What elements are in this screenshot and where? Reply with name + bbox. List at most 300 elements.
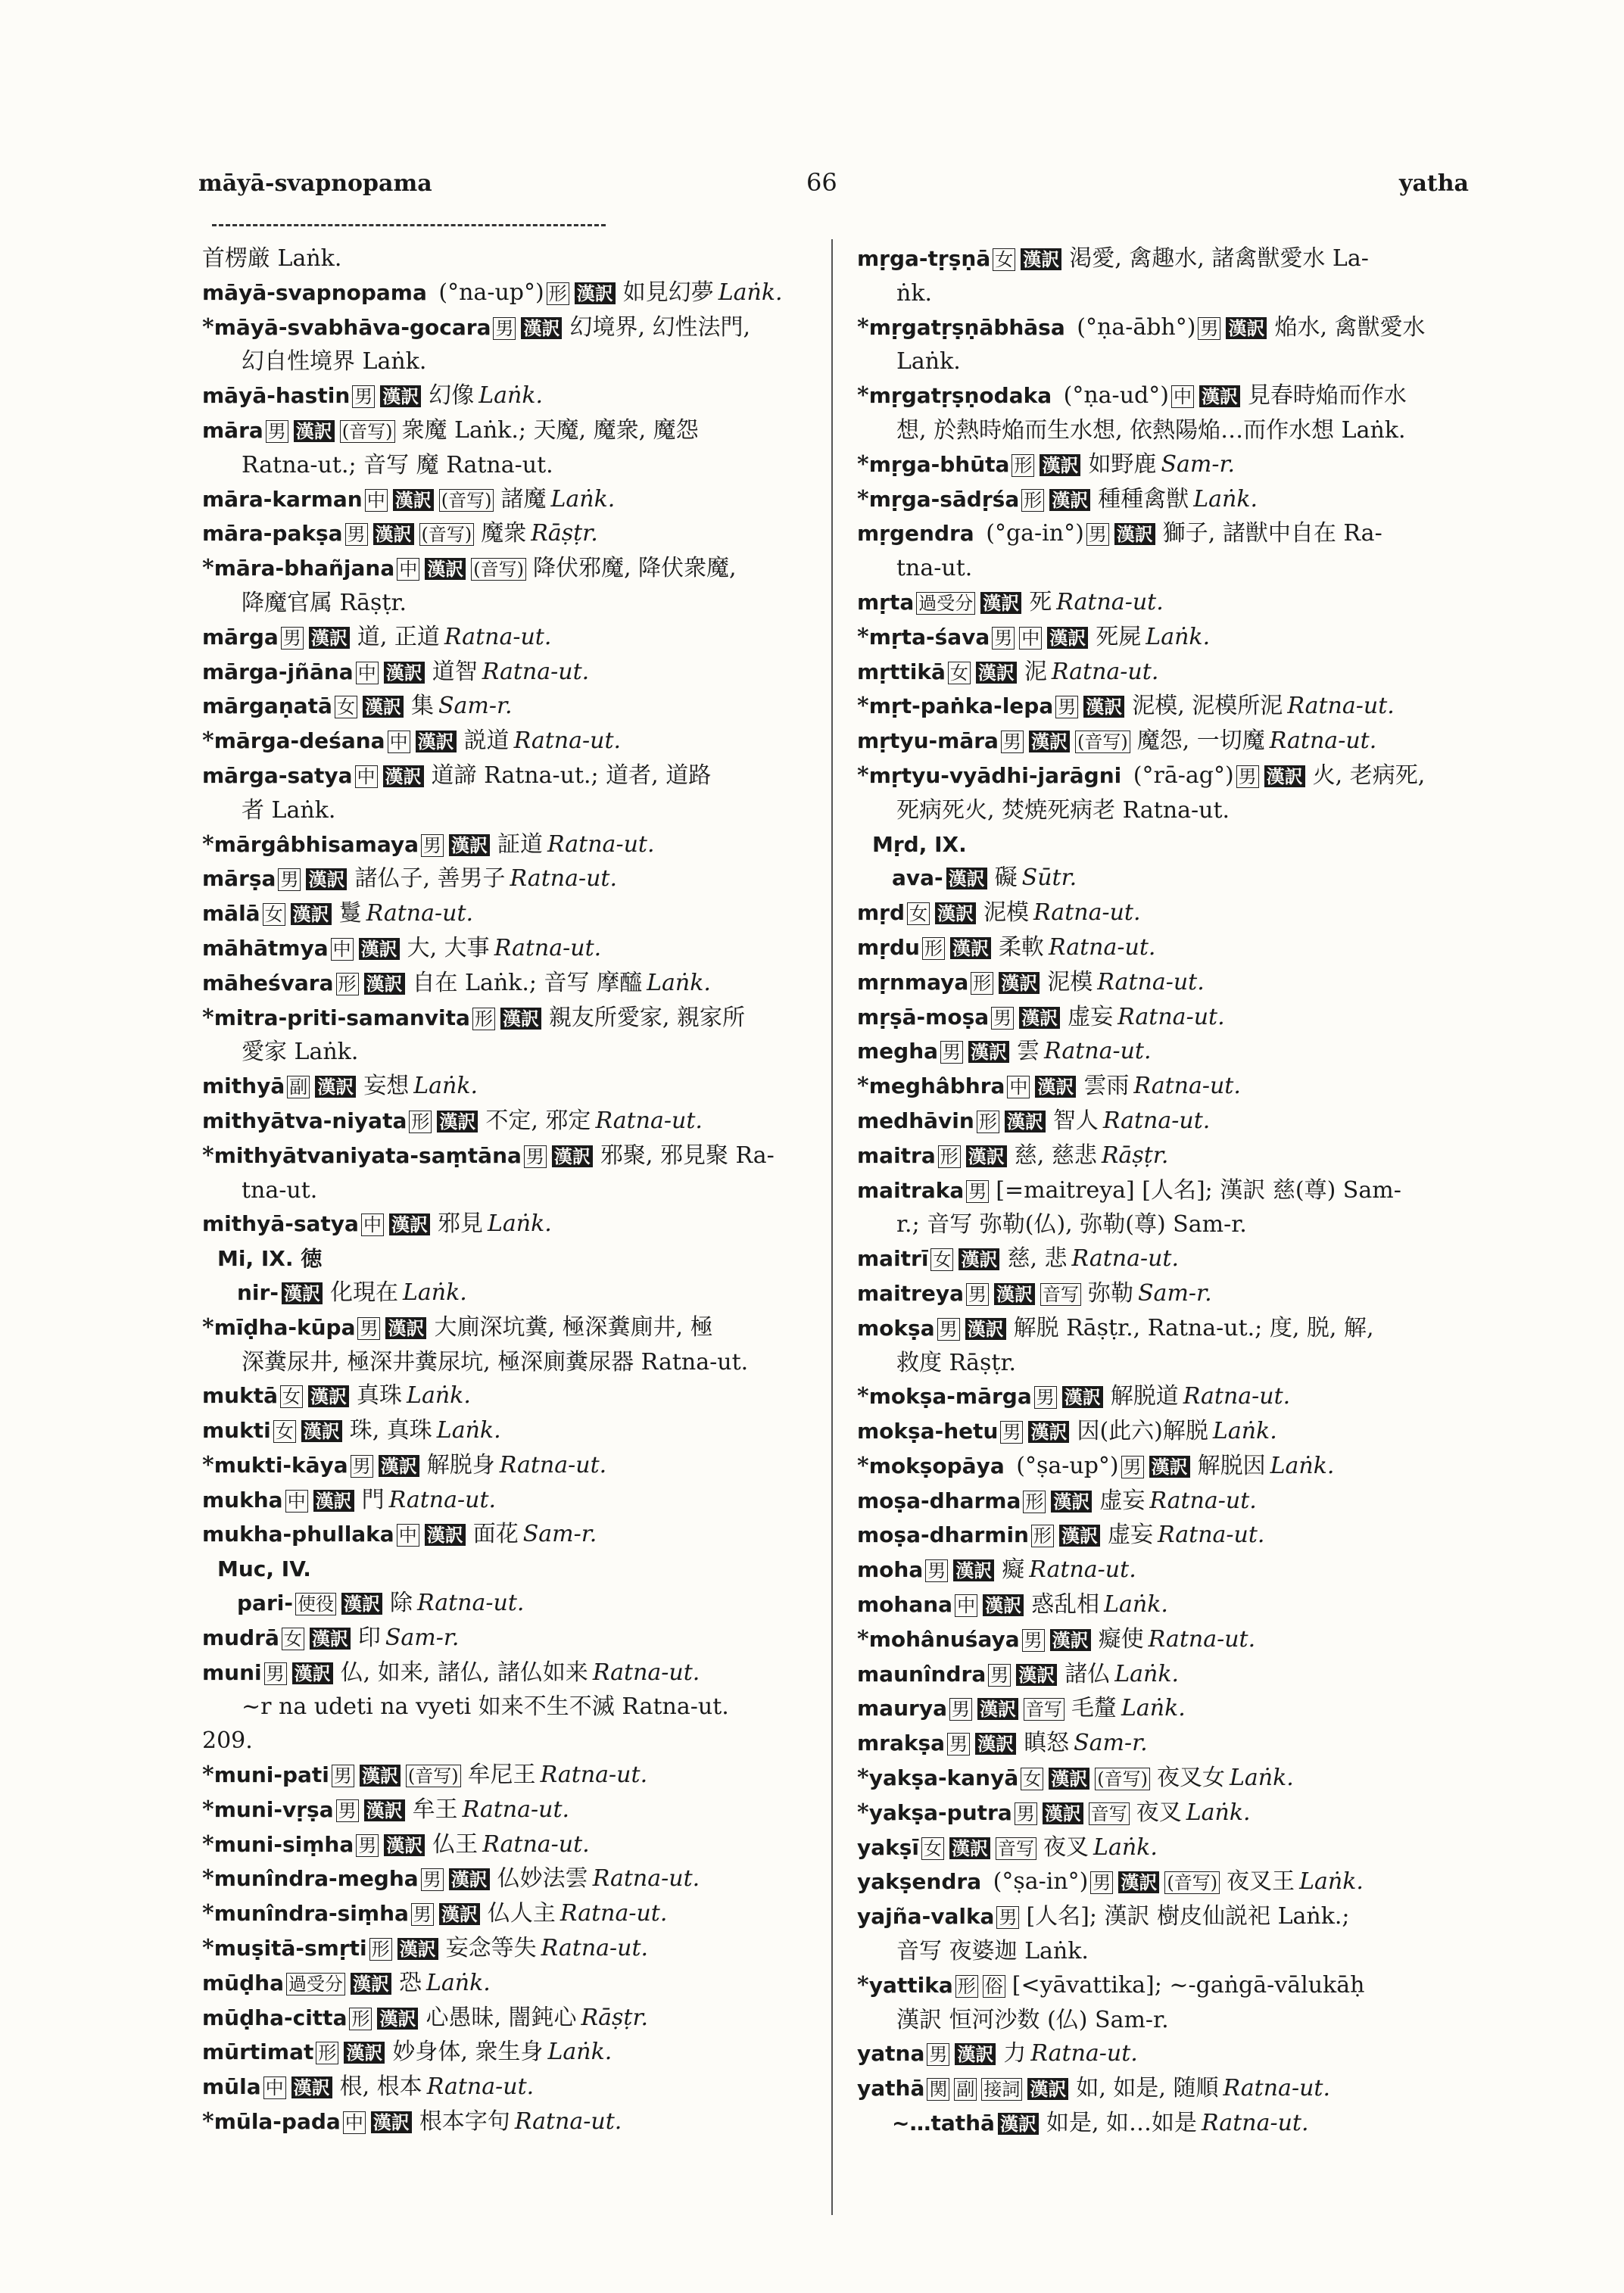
gloss: 説道 (463, 727, 510, 755)
grammar-tag: 女 (335, 696, 357, 718)
headword: māra-bhañjana (214, 556, 395, 581)
entry-continuation: tna-ut. (896, 555, 973, 582)
grammar-tag: 男 (996, 1906, 1019, 1929)
source-ref: Ratna-ut. (547, 830, 655, 858)
gloss: 除 (389, 1590, 413, 1617)
headword: ava- (892, 865, 943, 891)
headword: mūrtimat (202, 2039, 314, 2065)
source-ref: Ratna-ut. (462, 1796, 570, 1823)
gloss: 力 (1003, 2040, 1027, 2067)
gloss: 根本字句 (419, 2108, 510, 2136)
dictionary-entry (193, 1311, 844, 1380)
text-line: 209. (202, 1728, 253, 1755)
grammar-tag: 関 (927, 2078, 949, 2101)
gloss: 自在 Laṅk.; 音写 摩醯 (412, 969, 643, 996)
grammar-tag: 男 (992, 627, 1015, 650)
source-ref: Ratna-ut. (388, 1486, 497, 1513)
grammar-tag: 女 (993, 248, 1015, 271)
grammar-tag: 中 (356, 662, 379, 684)
headword: mṛtyu-māra (857, 728, 999, 754)
headword: mūla (202, 2074, 261, 2100)
dictionary-entry (848, 621, 1499, 656)
source-ref: Ratna-ut. (1223, 2075, 1330, 2102)
headword: mārga-jñāna (202, 659, 354, 684)
gloss: 牟尼王 (467, 1762, 536, 1789)
dictionary-entry (193, 1002, 844, 1070)
translation-tag: 漢訳 (371, 2111, 412, 2133)
translation-tag: 漢訳 (965, 1318, 1006, 1340)
headword: mṛga-sādṛśa (868, 486, 1020, 512)
translation-tag: 漢訳 (383, 765, 424, 787)
headword: mukha-phullaka (202, 1522, 394, 1547)
source-ref: Ratna-ut. (1097, 968, 1205, 995)
gloss: 集 (410, 693, 434, 720)
entry-continuation: Ratna-ut.; 音写 魔 Ratna-ut. (242, 451, 553, 478)
headword: yathā (857, 2076, 925, 2101)
headword: mārgâbhisamaya (214, 831, 419, 857)
gloss: 真珠 (357, 1382, 403, 1410)
headword: mṛta-śava (868, 624, 990, 650)
headword: mṛgatṛṣṇodaka (868, 383, 1052, 409)
dictionary-entry (848, 448, 1499, 483)
dictionary-entry (848, 1035, 1499, 1070)
headword: mohânuśaya (868, 1626, 1020, 1652)
headword: munîndra-megha (214, 1866, 419, 1892)
dictionary-entry (193, 1484, 844, 1519)
headword: māyā-svabhāva-gocara (214, 314, 491, 340)
grammar-tag: 形 (977, 1111, 999, 1133)
source-ref: Ratna-ut. (510, 865, 618, 893)
translation-tag: 漢訳 (575, 282, 616, 304)
headword: mithyā-satya (202, 1211, 359, 1237)
grammar-tag: 男 (356, 1834, 379, 1857)
dictionary-entry (193, 1967, 844, 2002)
translation-tag: 漢訳 (1083, 696, 1124, 718)
headword: megha (857, 1039, 939, 1064)
source-ref: Ratna-ut. (482, 658, 590, 685)
translation-tag: 漢訳 (341, 1593, 382, 1615)
translation-tag: 漢訳 (363, 696, 404, 718)
source-ref: Ratna-ut. (1102, 1107, 1211, 1134)
gloss: 火, 老病死, (1312, 762, 1426, 789)
translation-tag: 漢訳 (1035, 1076, 1076, 1098)
headword: mṛtyu-vyādhi-jarāgni (868, 762, 1122, 788)
headword: mṛnmaya (857, 969, 969, 995)
grammar-tag: 男 (278, 868, 301, 891)
sandhi-note: (°ga-in°) (978, 520, 1084, 547)
entry-continuation: r.; 音写 弥勒(仏), 弥勒(尊) Sam-r. (896, 1211, 1247, 1238)
headword: maurya (857, 1696, 947, 1721)
dictionary-entry (193, 517, 844, 552)
source-ref: Ratna-ut. (1029, 1556, 1136, 1584)
source-ref: Sam-r. (385, 1624, 460, 1651)
source-ref: Ratna-ut. (513, 727, 622, 755)
translation-tag: 漢訳 (1047, 627, 1088, 649)
source-ref: Laṅk. (407, 1382, 471, 1410)
grammar-tag: 使役 (295, 1593, 336, 1615)
new-entry-mark: * (857, 1971, 869, 1999)
grammar-tag: 女 (263, 903, 285, 926)
dictionary-entry (848, 1519, 1499, 1553)
grammar-tag: 中 (355, 765, 378, 788)
grammar-tag: 形 (472, 1008, 495, 1030)
dictionary-entry (848, 1380, 1499, 1415)
translation-tag: 漢訳 (950, 937, 991, 959)
gloss: 仏, 如来, 諸仏, 諸仏如来 (340, 1659, 588, 1686)
headword: mukti-kāya (214, 1452, 348, 1478)
source-ref: Laṅk. (1186, 1799, 1251, 1826)
dictionary-entry (848, 1727, 1499, 1762)
dictionary-entry (193, 1414, 844, 1449)
entry-continuation: 音写 夜婆迦 Laṅk. (896, 1938, 1089, 1965)
source-ref: Rāṣṭr. (1101, 1142, 1169, 1169)
gloss: [<yāvattika]; ~-gaṅgā-vālukāḥ (1011, 1971, 1365, 1999)
translation-tag: 漢訳 (308, 1385, 349, 1407)
translation-tag: 漢訳 (955, 2043, 996, 2065)
headword: mārga-satya (202, 762, 353, 788)
dictionary-entry (193, 1622, 844, 1656)
grammar-tag: 男 (345, 523, 368, 546)
dictionary-entry (193, 1518, 844, 1553)
headword: mārgaṇatā (202, 693, 332, 719)
entry-continuation: tna-ut. (242, 1176, 318, 1204)
dictionary-entry (848, 966, 1499, 1001)
translation-tag: 漢訳 (1114, 523, 1155, 545)
headword: māra (202, 417, 263, 443)
source-ref: Laṅk. (550, 485, 616, 512)
source-ref: Ratna-ut. (541, 1935, 649, 1962)
grammar-tag: 男 (1090, 1871, 1113, 1894)
gloss: 道, 正道 (357, 623, 440, 650)
headword: maunîndra (857, 1661, 987, 1687)
translation-tag: 漢訳 (980, 592, 1021, 614)
source-ref: Laṅk. (1104, 1591, 1168, 1618)
source-ref: Ratna-ut. (366, 900, 474, 927)
headword: mūla-pada (214, 2109, 341, 2135)
sandhi-note: (°ṣa-up°) (1008, 1452, 1119, 1479)
translation-tag: 漢訳 (999, 972, 1040, 994)
sandhi-note: (°ṣa-in°) (986, 1868, 1089, 1896)
headword: yakṣī (857, 1834, 920, 1860)
new-entry-mark: * (202, 1935, 214, 1962)
dictionary-entry (848, 2072, 1499, 2107)
gloss: 魔衆 (481, 520, 527, 547)
dictionary-entry (193, 1862, 844, 1897)
new-entry-mark: * (857, 623, 869, 650)
dictionary-entry (848, 242, 1499, 311)
translation-tag: 漢訳 (1049, 1768, 1089, 1790)
headword: mṛttikā (857, 659, 946, 684)
headword: ~…tathā (892, 2111, 995, 2136)
translation-tag: 漢訳 (385, 1317, 426, 1339)
translation-tag: 漢訳 (439, 1903, 480, 1925)
dictionary-entry (848, 931, 1499, 966)
gloss: 虚妄 (1068, 1003, 1114, 1030)
source-ref: Laṅk. (413, 1073, 478, 1100)
grammar-tag: 俗 (983, 1975, 1005, 1998)
gloss: 夜叉王 (1227, 1868, 1295, 1896)
headword: mṛd (857, 900, 906, 926)
translation-tag: 漢訳 (1043, 1802, 1083, 1824)
source-ref: Laṅk. (478, 382, 544, 410)
grammar-tag: 副 (287, 1076, 310, 1098)
gloss: 邪聚, 邪見聚 Ra- (600, 1142, 775, 1169)
grammar-tag: 中 (397, 1524, 419, 1547)
gloss: 礙 (994, 865, 1018, 892)
grammar-tag: 中 (1171, 385, 1194, 408)
dictionary-entry (848, 1415, 1499, 1450)
left-column (193, 242, 844, 2140)
gloss: 幻像 (429, 382, 475, 410)
entry-continuation: Laṅk. (896, 348, 961, 375)
grammar-tag: 音写 (1040, 1283, 1081, 1306)
grammar-tag: 男 (991, 1007, 1014, 1030)
headword: mukti (202, 1418, 271, 1444)
source-ref: Laṅk. (1121, 1695, 1186, 1722)
translation-tag: 漢訳 (1049, 489, 1090, 511)
grammar-tag: 形 (955, 1975, 978, 1998)
gloss: 如野鹿 (1088, 450, 1157, 478)
translation-tag: 漢訳 (1062, 1386, 1103, 1408)
headword: mṛga-tṛṣṇā (857, 246, 991, 271)
entry-continuation: 救度 Rāṣṭr. (896, 1349, 1017, 1376)
grammar-tag: 男 (1236, 765, 1259, 788)
dictionary-entry (193, 1139, 844, 1208)
translation-tag: 漢訳 (291, 903, 332, 925)
translation-tag: 漢訳 (966, 1145, 1007, 1167)
new-entry-mark: * (202, 313, 214, 341)
headword: mokṣopāya (868, 1453, 1005, 1478)
source-ref: Laṅk. (1270, 1452, 1335, 1479)
grammar-tag: 中 (331, 938, 354, 961)
grammar-tag: 男 (927, 2043, 949, 2066)
grammar-tag: 形 (1021, 489, 1044, 512)
dictionary-entry (193, 414, 844, 483)
dictionary-entry (848, 1312, 1499, 1381)
grammar-tag: 音写 (996, 1837, 1036, 1860)
new-entry-mark: * (202, 1313, 214, 1341)
source-ref: Laṅk. (1146, 623, 1211, 650)
headword: mrakṣa (857, 1731, 946, 1756)
dictionary-entry (848, 1450, 1499, 1485)
grammar-tag: (音写) (1095, 1768, 1150, 1790)
dictionary-entry (193, 1104, 844, 1139)
gloss: 心愚昧, 闇鈍心 (425, 2004, 577, 2031)
dictionary-entry (193, 2036, 844, 2070)
gloss: 諸魔 (500, 485, 547, 512)
translation-tag: 漢訳 (377, 2008, 418, 2030)
translation-tag: 漢訳 (1059, 1525, 1100, 1547)
grammar-tag: 中 (365, 489, 388, 512)
source-ref: Sam-r. (1074, 1730, 1148, 1757)
source-ref: Sam-r. (1138, 1279, 1212, 1307)
source-ref: Ratna-ut. (1044, 1038, 1152, 1065)
headword: mudrā (202, 1625, 279, 1650)
translation-tag: 漢訳 (309, 627, 350, 649)
headword: mṛgendra (857, 521, 974, 547)
new-entry-mark: * (202, 1451, 214, 1478)
grammar-tag: 男 (925, 1559, 948, 1582)
source-ref: Sūtr. (1021, 865, 1077, 892)
gloss: 雲 (1017, 1038, 1040, 1065)
source-ref: Ratna-ut. (1287, 693, 1395, 720)
source-ref: Laṅk. (1229, 1765, 1294, 1792)
sub-entry (193, 1276, 844, 1311)
dictionary-entry (848, 1070, 1499, 1104)
grammar-tag: 形 (316, 2042, 338, 2064)
grammar-tag: 形 (1031, 1525, 1054, 1547)
dictionary-entry (848, 896, 1499, 931)
entry-continuation: 想, 於熱時焔而生水想, 依熱陽焔…而作水想 Laṅk. (896, 416, 1406, 444)
translation-tag: 漢訳 (282, 1282, 323, 1304)
dictionary-entry (848, 1104, 1499, 1139)
gloss: 妄念等失 (445, 1935, 537, 1962)
grammar-tag: 男 (411, 1903, 434, 1926)
gloss: 如見幻夢 (622, 279, 714, 306)
gloss: 渇愛, 禽趣水, 諸禽獣愛水 La- (1069, 245, 1369, 272)
root-verb: Mi, IX. 徳 (217, 1246, 323, 1272)
dictionary-entry (848, 1139, 1499, 1174)
entry-continuation: 漢訳 恒河沙数 (仏) Sam-r. (896, 2006, 1169, 2033)
gloss: 妄想 (363, 1073, 410, 1100)
new-entry-mark: * (857, 1383, 869, 1410)
headword: mālā (202, 901, 260, 927)
headword: nir- (237, 1279, 279, 1305)
headword: mūḍha (202, 1970, 284, 1995)
dictionary-entry (193, 621, 844, 656)
grammar-tag: 形 (1023, 1491, 1046, 1513)
translation-tag: 漢訳 (380, 385, 421, 407)
headword: māyā-svapnopama (202, 279, 427, 305)
headword: mukha (202, 1487, 283, 1513)
grammar-tag: 女 (930, 1248, 953, 1271)
dictionary-entry (848, 1588, 1499, 1623)
gloss: 解脱因 (1197, 1452, 1266, 1479)
translation-tag: 漢訳 (998, 2113, 1039, 2135)
source-ref: Ratna-ut. (499, 1451, 607, 1478)
translation-tag: 漢訳 (364, 1799, 405, 1821)
new-entry-mark: * (857, 693, 869, 720)
source-ref: Laṅk. (425, 1969, 491, 1996)
gloss: 虚妄 (1107, 1522, 1153, 1549)
gloss: 妙身体, 衆生身 (392, 2039, 544, 2066)
entry-continuation: 愛家 Laṅk. (242, 1039, 359, 1066)
dictionary-entry (848, 1001, 1499, 1036)
translation-tag: 漢訳 (301, 1420, 342, 1442)
translation-tag: 漢訳 (313, 1490, 354, 1512)
grammar-tag: 男 (1022, 1629, 1045, 1652)
gloss: 魔怨, 一切魔 (1136, 727, 1265, 755)
gloss: 大廁深坑糞, 極深糞廁井, 極 (434, 1313, 713, 1341)
sandhi-note: (°ṇa-ud°) (1056, 382, 1169, 410)
source-ref: Ratna-ut. (1133, 1073, 1241, 1100)
source-ref: Laṅk. (436, 1417, 501, 1444)
translation-tag: 漢訳 (310, 1628, 351, 1650)
gloss: 諸仏子, 善男子 (354, 865, 506, 893)
gloss: 解脱身 (426, 1451, 495, 1478)
grammar-tag: 男 (1055, 696, 1078, 718)
new-entry-mark: * (202, 830, 214, 858)
entry-continuation: 幻自性境界 Laṅk. (242, 348, 427, 375)
gloss: 鬘 (338, 900, 362, 927)
grammar-tag: 女 (280, 1385, 303, 1408)
gloss: 智人 (1052, 1107, 1099, 1134)
new-entry-mark: * (202, 727, 214, 755)
grammar-tag: 男 (352, 385, 375, 408)
grammar-tag: 男 (1121, 1456, 1144, 1478)
grammar-tag: 中 (1019, 627, 1042, 650)
new-entry-mark: * (202, 1004, 214, 1031)
source-ref: Laṅk. (547, 2039, 613, 2066)
gloss: 解脱道 (1110, 1383, 1179, 1410)
source-ref: Ratna-ut. (1030, 2040, 1138, 2067)
gloss: 大, 大事 (407, 934, 490, 961)
grammar-tag: 男 (966, 1283, 989, 1306)
translation-tag: 漢訳 (949, 1837, 990, 1859)
headword: muṣitā-smṛti (214, 1936, 367, 1961)
gloss: 泥模 (1047, 968, 1093, 995)
source-ref: Sam-r. (438, 693, 513, 720)
running-header-left: māyā-svapnopama (198, 170, 432, 197)
translation-tag: 漢訳 (1118, 1871, 1159, 1893)
gloss: 不定, 邪定 (485, 1107, 591, 1134)
gloss: 如, 如是, 随順 (1076, 2075, 1219, 2102)
source-ref: Ratna-ut. (1048, 933, 1156, 961)
grammar-tag: (音写) (439, 489, 494, 512)
gloss: 幻境界, 幻性法門, (569, 313, 751, 341)
dictionary-entry (193, 1897, 844, 1932)
gloss: 種種禽獣 (1098, 485, 1189, 512)
dictionary-entry (193, 932, 844, 967)
dictionary-entry (193, 2105, 844, 2140)
gloss: 根, 根本 (339, 2073, 422, 2101)
new-entry-mark: * (202, 1762, 214, 1789)
new-entry-mark: * (857, 382, 869, 410)
translation-tag: 漢訳 (315, 1076, 356, 1098)
dictionary-entry (193, 1793, 844, 1828)
grammar-tag: 男 (947, 1733, 970, 1756)
grammar-tag: 形 (369, 1938, 392, 1961)
grammar-tag: (音写) (1075, 731, 1130, 753)
dictionary-entry (193, 862, 844, 897)
translation-tag: 漢訳 (946, 868, 987, 889)
new-entry-mark: * (202, 555, 214, 582)
headword: mṛṣā-moṣa (857, 1004, 990, 1030)
dictionary-entry (193, 1932, 844, 1967)
headword: medhāvin (857, 1108, 974, 1133)
headword: mīḍha-kūpa (214, 1314, 356, 1340)
translation-tag: 漢訳 (1040, 454, 1080, 476)
source-ref: Sam-r. (522, 1521, 597, 1548)
grammar-tag: 男 (940, 1041, 963, 1064)
translation-tag: 漢訳 (1050, 1629, 1091, 1651)
gloss: 毛釐 (1071, 1695, 1117, 1722)
source-ref: Ratna-ut. (444, 623, 552, 650)
headword: mṛt-paṅka-lepa (868, 693, 1054, 719)
source-ref: Ratna-ut. (592, 1865, 700, 1893)
dictionary-entry (848, 311, 1499, 380)
grammar-tag: 男 (1015, 1802, 1037, 1825)
grammar-tag: 過受分 (286, 1973, 345, 1995)
grammar-tag: 女 (907, 902, 930, 925)
headword: mūḍha-citta (202, 2005, 348, 2030)
source-ref: Laṅk. (1093, 1833, 1158, 1861)
grammar-tag: 形 (938, 1145, 961, 1168)
translation-tag: 漢訳 (294, 420, 335, 442)
new-entry-mark: * (857, 485, 869, 512)
headword: mohana (857, 1592, 953, 1618)
gloss: 邪見 (437, 1210, 483, 1238)
